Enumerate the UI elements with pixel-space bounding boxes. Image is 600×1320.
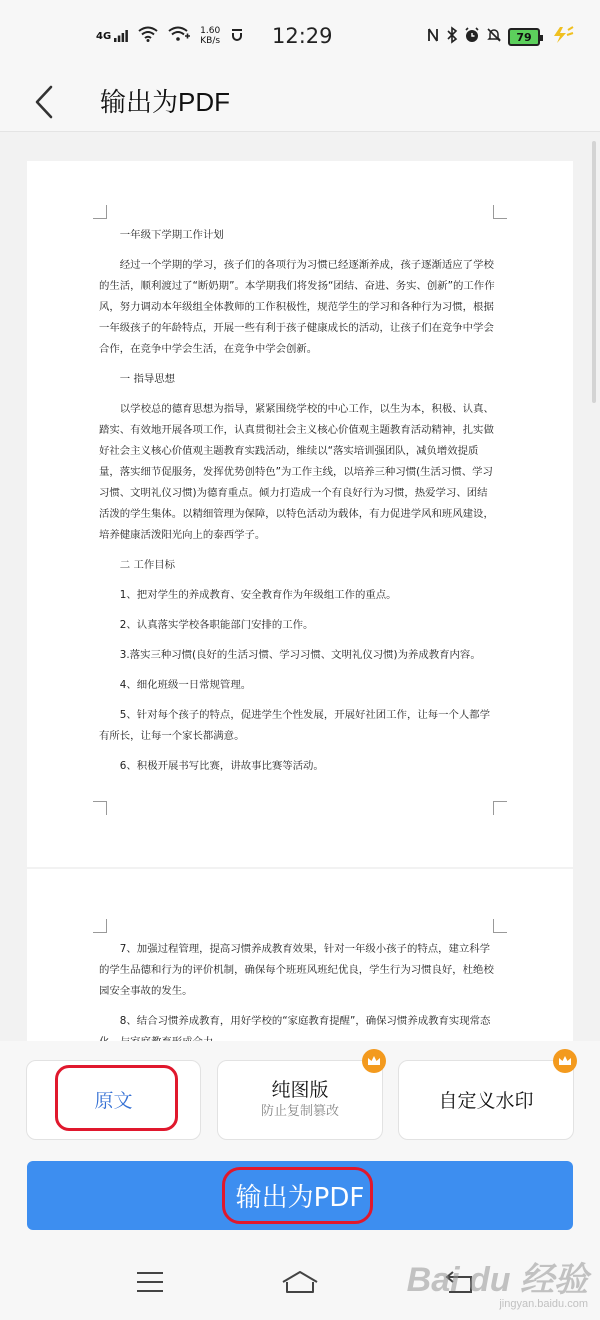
home-icon — [281, 1270, 319, 1294]
back-button[interactable] — [28, 80, 60, 124]
network-type: 4G — [96, 31, 112, 42]
signal-icon — [96, 30, 128, 42]
export-pdf-button[interactable]: 输出为PDF — [27, 1161, 573, 1230]
back-arrow-icon — [34, 85, 54, 119]
crop-mark — [493, 801, 507, 815]
document-text — [99, 225, 497, 786]
pdf-preview[interactable] — [0, 133, 600, 1041]
doc-list-item: 3.落实三种习惯(良好的生活习惯、学习习惯、文明礼仪习惯)为养成教育内容。 — [119, 649, 481, 661]
doc-heading: 二 工作目标 — [119, 559, 176, 571]
option-watermark-label: 自定义水印 — [438, 1090, 534, 1112]
doc-paragraph: 以学校总的德育思想为指导，紧紧围绕学校的中心工作，以生为本，积极、认真、踏实、有效地开展各项工作，认真贯彻社会主义核心价值观主题教育活动精神，扎实做好社会主义核心价值观主题教育实践活动，维续以“落实培训强团队，减负增效提质量，落实细节促服务，发挥优势创特色”为工作主线，以培养三种习惯(生活习惯、学习习惯、文明礼仪习惯)为德育重点。倾力打造成一个有良好行为习惯，热爱学习、团结活泼的学生集体。以精细管理为保障，以特色活动为载体，有力促进学风和班风建设，培养健康活泼阳光向上的泰西学子。 — [99, 403, 494, 541]
doc-list-item: 6、积极开展书写比赛，讲故事比赛等活动。 — [119, 760, 324, 772]
nav-home-button[interactable] — [280, 1262, 320, 1302]
watermark-logo: Bai du 经验 — [406, 1261, 588, 1299]
doc-paragraph: 经过一个学期的学习，孩子们的各项行为习惯已经逐渐养成，孩子逐渐适应了学校的生活，顺利渡过了“断奶期”。本学期我们将发扬“团结、奋进、务实、创新”的工作作风，努力调动本年级组全体教师的工作积极性，规范学生的学习和各种行为习惯，根据一年级孩子的年龄特点，开展一些有利于孩子健康成长的活动，让孩子们在竞争中学会合作，在竞争中学会生活，在竞争中学会创新。 — [99, 259, 495, 355]
status-right — [426, 26, 574, 48]
doc-title: 一年级下学期工作计划 — [119, 229, 224, 241]
battery-level: 79 — [516, 30, 532, 44]
document-page-1 — [27, 161, 573, 867]
crop-mark — [493, 919, 507, 933]
status-left — [96, 26, 244, 46]
watermark-url: jingyan.baidu.com — [499, 1298, 588, 1310]
doc-list-item: 8、结合习惯养成教育，用好学校的“家庭教育提醒”，确保习惯养成教育实现常态 — [119, 1015, 491, 1027]
option-image-only[interactable] — [217, 1060, 383, 1140]
nfc-icon — [426, 27, 440, 47]
system-nav-bar — [0, 1238, 600, 1320]
status-time: 12:29 — [272, 24, 333, 48]
crop-mark — [93, 919, 107, 933]
doc-list-item: 4、细化班级一日常规管理。 — [119, 679, 252, 691]
menu-icon — [136, 1271, 164, 1293]
doc-list-item: 1、把对学生的养成教育、安全教育作为年级组工作的重点。 — [119, 589, 397, 601]
option-custom-watermark[interactable] — [398, 1060, 574, 1140]
mute-icon — [486, 27, 502, 47]
page-title: 输出为PDF — [100, 87, 231, 117]
baidu-jingyan-watermark — [407, 1262, 588, 1310]
vip-crown-icon — [362, 1049, 386, 1073]
preview-scrollbar[interactable] — [592, 141, 596, 403]
net-speed-value: 1.60 — [200, 26, 221, 36]
crop-mark — [93, 205, 107, 219]
app-notification-icon — [230, 27, 244, 45]
vip-crown-icon — [553, 1049, 577, 1073]
doc-list-item: 7、加强过程管理，提高习惯养成教育效果，针对一年级小孩子的特点，建立科学的学生品德和行为的评价机制，确保每个班班风班纪优良，学生行为习惯良好，杜绝校园安全事故的发生。 — [99, 943, 494, 997]
charging-icon — [552, 26, 574, 48]
wifi-plus-icon — [168, 26, 190, 46]
app-header — [0, 72, 600, 132]
crop-mark — [493, 205, 507, 219]
net-speed-unit: KB/s — [200, 36, 221, 46]
bluetooth-icon — [446, 27, 458, 47]
nav-menu-button[interactable] — [130, 1262, 170, 1302]
battery-icon — [508, 28, 540, 46]
alarm-icon — [464, 27, 480, 47]
option-original[interactable] — [26, 1060, 201, 1140]
wifi-icon — [138, 26, 158, 46]
doc-list-item: 5、针对每个孩子的特点，促进学生个性发展，开展好社团工作，让每一个人都学有所长，让每一个家长都满意。 — [99, 709, 491, 742]
option-image-label: 纯图版 — [271, 1079, 329, 1101]
crop-mark — [93, 801, 107, 815]
doc-list-item: 2、认真落实学校各职能部门安排的工作。 — [119, 619, 314, 631]
doc-heading: 一 指导思想 — [119, 373, 176, 385]
option-image-subtitle: 防止复制篡改 — [260, 1104, 339, 1119]
net-speed — [200, 26, 220, 46]
status-bar — [0, 0, 600, 72]
option-original-label: 原文 — [94, 1090, 133, 1112]
